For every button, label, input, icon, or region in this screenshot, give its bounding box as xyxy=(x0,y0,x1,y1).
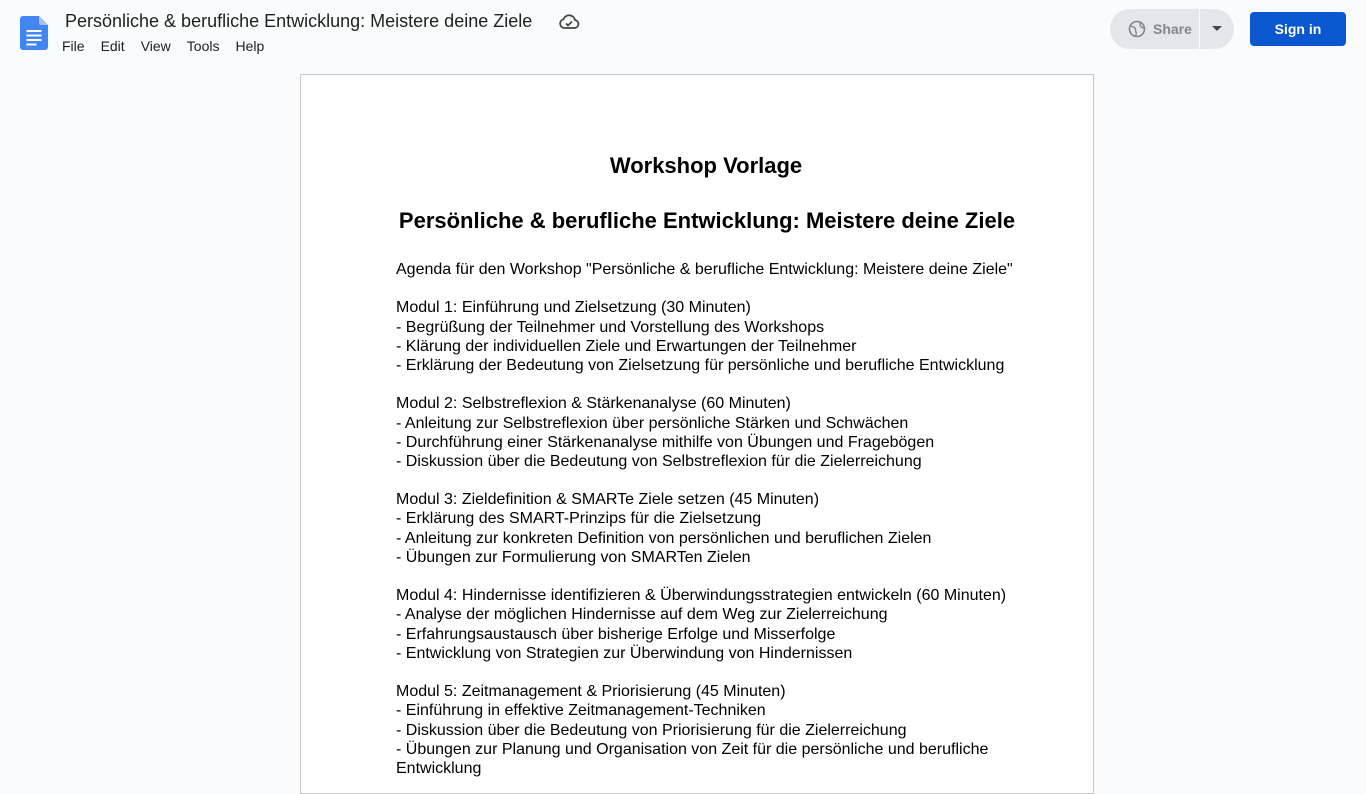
list-item: - Begrüßung der Teilnehmer und Vorstellung des Workshops xyxy=(396,318,825,336)
list-item: - Einführung in effektive Zeitmanagement-Techniken xyxy=(396,702,766,720)
module-title: Modul 3: Zieldefinition & SMARTe Ziele setzen (45 Minuten) xyxy=(396,491,820,509)
list-item: - Erklärung des SMART-Prinzips für die Zielsetzung xyxy=(396,510,762,528)
module-title: Modul 4: Hindernisse identifizieren & Überwindungsstrategien entwickeln (60 Minuten) xyxy=(396,587,1007,605)
menu-bar xyxy=(54,36,272,56)
menu-file[interactable]: File xyxy=(62,38,85,54)
list-item: - Erfahrungsaustausch über bisherige Erfolge und Misserfolge xyxy=(396,625,836,643)
list-item: - Anleitung zur konkreten Definition von persönlichen und beruflichen Zielen xyxy=(396,529,932,547)
module-title: Modul 2: Selbstreflexion & Stärkenanalyse (60 Minuten) xyxy=(396,395,791,413)
list-item: - Klärung der individuellen Ziele und Erwartungen der Teilnehmer xyxy=(396,337,857,355)
agenda-intro: Agenda für den Workshop "Persönliche & berufliche Entwicklung: Meistere deine Ziele" xyxy=(396,261,1013,278)
module-title: Modul 1: Einführung und Zielsetzung (30 Minuten) xyxy=(396,299,751,317)
top-bar xyxy=(0,0,1366,64)
module-title: Modul 5: Zeitmanagement & Priorisierung (45 Minuten) xyxy=(396,683,786,701)
list-item: - Diskussion über die Bedeutung von Selbstreflexion für die Zielerreichung xyxy=(396,452,922,470)
menu-edit[interactable]: Edit xyxy=(100,38,125,54)
menu-tools[interactable]: Tools xyxy=(186,38,220,54)
document-body xyxy=(396,260,1036,778)
list-item: - Erklärung der Bedeutung von Zielsetzung für persönliche und berufliche Entwicklung xyxy=(396,356,1005,374)
heading-workshop: Workshop Vorlage xyxy=(609,153,803,178)
google-docs-icon[interactable] xyxy=(20,16,48,50)
list-item: - Entwicklung von Strategien zur Überwindung von Hindernissen xyxy=(396,644,853,662)
list-item: - Durchführung einer Stärkenanalyse mithilfe von Übungen und Fragebögen xyxy=(396,433,935,451)
list-item: - Übungen zur Formulierung von SMARTen Zielen xyxy=(396,548,751,566)
menu-view[interactable]: View xyxy=(140,38,171,54)
document-page[interactable] xyxy=(300,74,1094,794)
caret-down-icon xyxy=(1212,26,1222,32)
list-item: - Übungen zur Planung und Organisation von Zeit für die persönliche und berufliche xyxy=(396,740,989,758)
share-label: Share xyxy=(1153,21,1192,37)
share-options-button[interactable] xyxy=(1200,9,1234,49)
list-item: - Analyse der möglichen Hindernisse auf dem Weg zur Zielerreichung xyxy=(396,606,888,624)
list-item: - Diskussion über die Bedeutung von Priorisierung für die Zielerreichung xyxy=(396,721,907,739)
share-button-group xyxy=(1110,9,1234,49)
heading-title: Persönliche & berufliche Entwicklung: Meistere deine Ziele xyxy=(398,208,1016,233)
cloud-saved-icon[interactable] xyxy=(558,12,580,32)
list-item: - Anleitung zur Selbstreflexion über persönliche Stärken und Schwächen xyxy=(396,414,909,432)
sign-in-button[interactable]: Sign in xyxy=(1250,12,1346,46)
share-button[interactable] xyxy=(1110,9,1193,49)
globe-icon xyxy=(1128,20,1146,38)
menu-help[interactable]: Help xyxy=(235,38,265,54)
document-title[interactable]: Persönliche & berufliche Entwicklung: Meistere deine Ziele xyxy=(65,11,533,31)
list-item: Entwicklung xyxy=(396,759,482,777)
